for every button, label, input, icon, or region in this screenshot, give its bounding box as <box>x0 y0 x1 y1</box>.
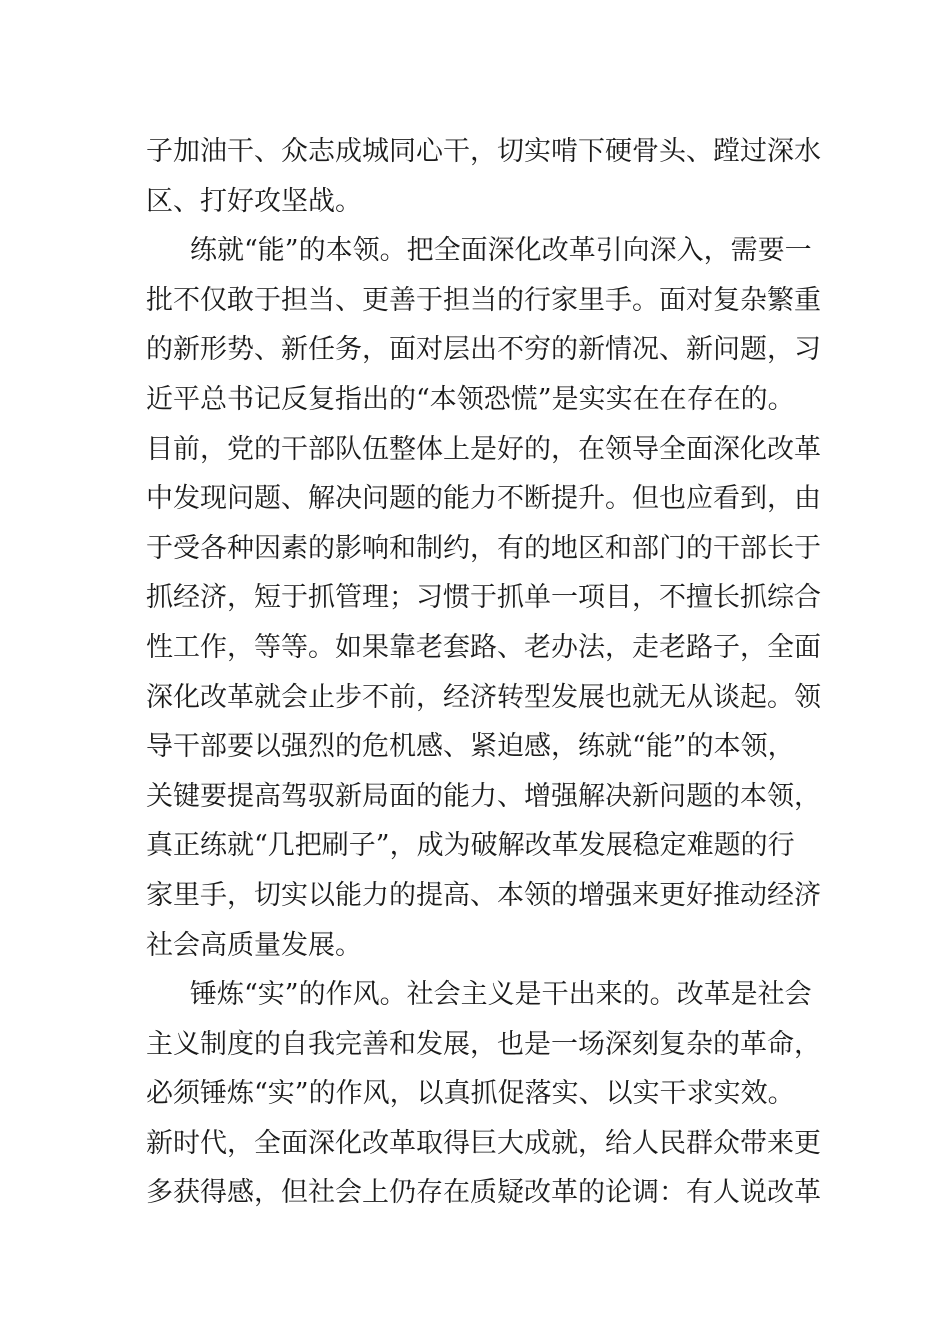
text-line: 目前，党的干部队伍整体上是好的，在领导全面深化改革 <box>146 433 821 465</box>
text-line: 真正练就“几把刷子”，成为破解改革发展稳定难题的行 <box>146 830 795 862</box>
text-line: 社会高质量发展。 <box>146 929 362 961</box>
text-line: 家里手，切实以能力的提高、本领的增强来更好推动经济 <box>146 879 821 911</box>
text-line: 关键要提高驾驭新局面的能力、增强解决新问题的本领， <box>146 780 821 812</box>
text-line: 区、打好攻坚战。 <box>146 185 362 217</box>
text-line: 批不仅敢于担当、更善于担当的行家里手。面对复杂繁重 <box>146 284 821 316</box>
text-line: 子加油干、众志成城同心干，切实啃下硬骨头、蹚过深水 <box>146 136 821 167</box>
text-line: 于受各种因素的影响和制约，有的地区和部门的干部长于 <box>146 532 821 564</box>
text-line: 导干部要以强烈的危机感、紧迫感，练就“能”的本领， <box>146 731 795 763</box>
text-line: 深化改革就会止步不前，经济转型发展也就无从谈起。领 <box>146 681 821 713</box>
body-text <box>146 127 821 1218</box>
text-line: 新时代，全面深化改革取得巨大成就，给人民群众带来更 <box>146 1127 821 1159</box>
text-line: 的新形势、新任务，面对层出不穷的新情况、新问题，习 <box>146 334 821 366</box>
paragraph-start-line: 锤炼“实”的作风。社会主义是干出来的。改革是社会 <box>190 979 812 1011</box>
text-line: 多获得感，但社会上仍存在质疑改革的论调：有人说改革 <box>146 1177 821 1209</box>
text-line: 主义制度的自我完善和发展，也是一场深刻复杂的革命， <box>146 1028 821 1060</box>
paragraph-start-line: 练就“能”的本领。把全面深化改革引向深入，需要一 <box>190 235 812 267</box>
text-line: 必须锤炼“实”的作风，以真抓促落实、以实干求实效。 <box>146 1078 795 1110</box>
text-line: 近平总书记反复指出的“本领恐慌”是实实在在存在的。 <box>146 383 795 415</box>
text-line: 中发现问题、解决问题的能力不断提升。但也应看到，由 <box>146 483 821 515</box>
text-line: 性工作，等等。如果靠老套路、老办法，走老路子，全面 <box>146 631 821 663</box>
text-line: 抓经济，短于抓管理；习惯于抓单一项目，不擅长抓综合 <box>146 582 821 614</box>
